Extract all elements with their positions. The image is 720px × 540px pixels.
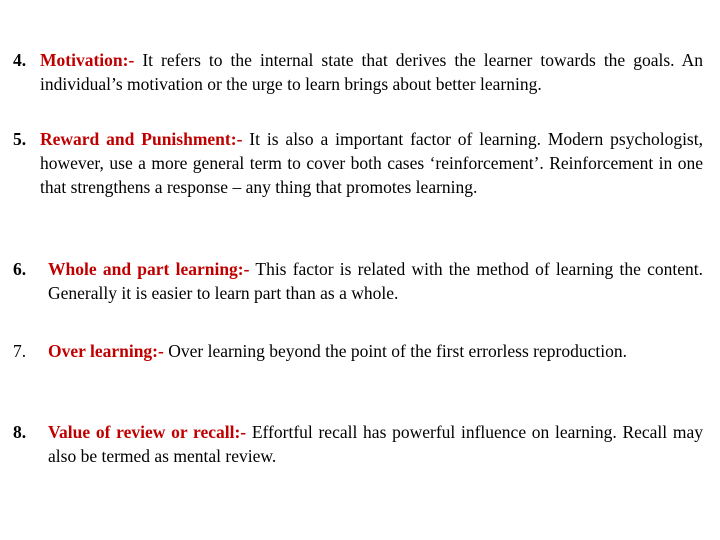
list-item-review-recall — [13, 420, 703, 468]
list-item-whole-part-learning — [13, 257, 703, 305]
item-body — [48, 339, 703, 363]
item-heading: Reward and Punishment:- — [40, 129, 243, 149]
item-number: 5. — [13, 129, 27, 149]
item-text: Effortful recall has powerful influence on learning. Recall may also be termed as mental review. — [48, 422, 703, 466]
item-number: 6. — [13, 259, 27, 279]
item-text: It refers to the internal state that derives the learner towards the goals. An individual’s motivation or the urge to learn brings about better learning. — [40, 50, 703, 94]
item-body — [40, 127, 703, 199]
item-number: 4. — [13, 50, 27, 70]
item-body — [40, 48, 703, 96]
item-text: It is also a important factor of learning. Modern psychologist, however, use a more general term to cover both cases ‘reinforcement’. Reinforcement in one that strengthens a response – any thing that promotes learning. — [40, 129, 703, 197]
item-heading: Over learning:- — [48, 341, 164, 361]
list-item-reward-punishment — [13, 127, 703, 199]
item-body — [48, 420, 703, 468]
item-number: 7. — [13, 341, 27, 361]
item-text: This factor is related with the method of learning the content. Generally it is easier to learn part than as a whole. — [48, 259, 703, 303]
item-text: Over learning beyond the point of the first errorless reproduction. — [163, 341, 627, 361]
item-heading: Whole and part learning:- — [48, 259, 250, 279]
item-body — [48, 257, 703, 305]
item-heading: Motivation:- — [40, 50, 135, 70]
item-number: 8. — [13, 422, 27, 442]
list-item-over-learning — [13, 339, 703, 363]
list-item-motivation — [13, 48, 703, 96]
item-heading: Value of review or recall:- — [48, 422, 247, 442]
